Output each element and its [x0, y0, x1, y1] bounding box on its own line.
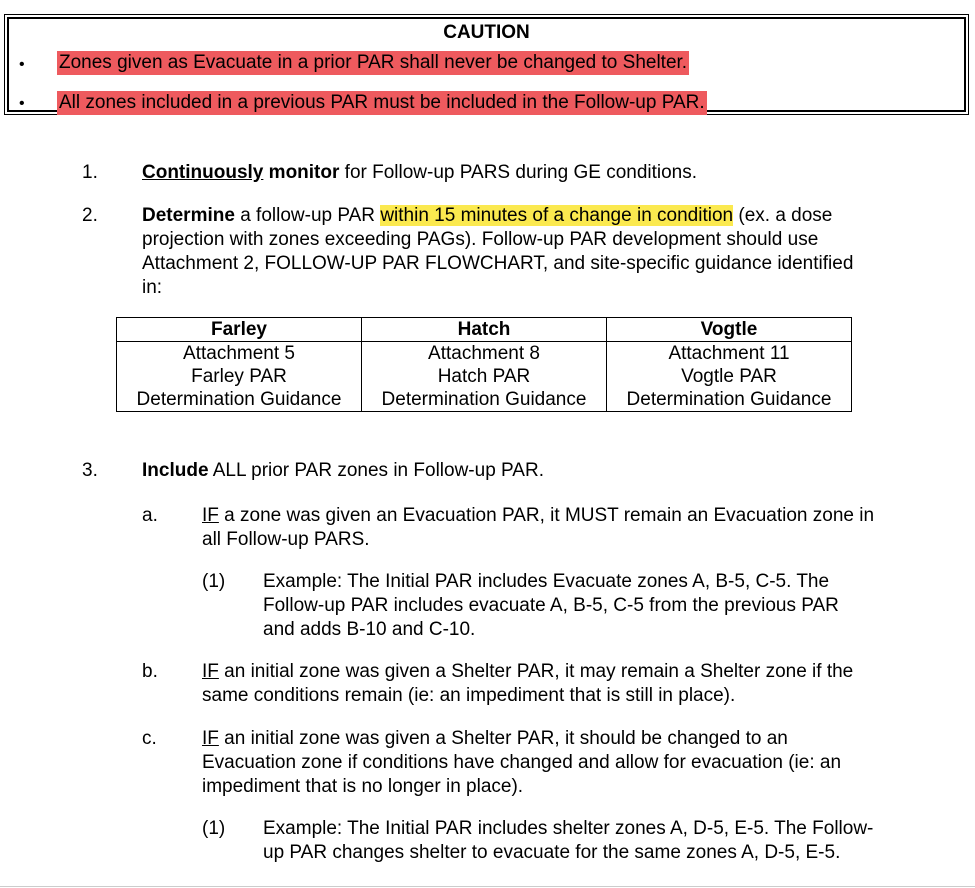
cell-line: Attachment 8	[428, 343, 540, 364]
cell-line: Determination Guidance	[381, 389, 587, 410]
table-cell-vogtle	[607, 342, 852, 412]
step-2-body-b: (ex. a dose projection with zones exceeding PAGs). Follow-up PAR development should use Attachment 2, FOLLOW-UP PAR FLOWCHART, and site-specific guidance identified in:	[142, 205, 854, 298]
site-guidance-table	[116, 317, 852, 412]
step-3a-example-label: (1)	[202, 571, 226, 592]
step-3b-text	[202, 660, 882, 708]
bullet-icon: •	[19, 95, 25, 112]
step-1-bold-underlined: Continuously	[142, 162, 264, 183]
step-3b-body: an initial zone was given a Shelter PAR, it may remain a Shelter zone if the same conditions remain (ie: an impediment that is still in place).	[202, 661, 854, 706]
caution-bullet-2: All zones included in a previous PAR must be included in the Follow-up PAR.	[59, 92, 705, 113]
bullet-icon: •	[19, 56, 25, 73]
cell-line: Determination Guidance	[626, 389, 832, 410]
step-3a-text	[202, 504, 882, 552]
cell-line: Farley PAR	[191, 366, 287, 387]
step-3-bold: Include	[142, 460, 209, 481]
table-header-farley: Farley	[117, 318, 362, 342]
page-bottom-edge	[0, 886, 975, 887]
step-3-body: ALL prior PAR zones in Follow-up PAR.	[208, 460, 544, 481]
step-3a-body: a zone was given an Evacuation PAR, it MUST remain an Evacuation zone in all Follow-up PARS.	[202, 505, 875, 550]
step-3c-example-label: (1)	[202, 818, 226, 839]
step-3c-text	[202, 727, 882, 799]
caution-inner-border	[7, 17, 966, 112]
step-1-bold: monitor	[268, 162, 340, 183]
step-3a-label: a.	[142, 505, 158, 526]
step-1-body: for Follow-up PARS during GE conditions.	[339, 162, 698, 183]
step-2-number: 2.	[82, 205, 98, 226]
step-3b-if: IF	[202, 661, 219, 682]
step-3c-body: an initial zone was given a Shelter PAR, it should be changed to an Evacuation zone if conditions have changed and allow for evacuation (ie: an impediment that is no longer in place).	[202, 728, 842, 797]
step-1-number: 1.	[82, 162, 98, 183]
cell-line: Hatch PAR	[437, 366, 531, 387]
step-3c-example-text: Example: The Initial PAR includes shelter zones A, D-5, E-5. The Follow-up PAR changes shelter to evacuate for the same zones A, D-5, E-5.	[263, 818, 874, 863]
caution-box	[4, 14, 969, 115]
table-header-vogtle: Vogtle	[607, 318, 852, 342]
caution-title: CAUTION	[443, 22, 530, 43]
step-2-body-a: a follow-up PAR	[234, 205, 381, 226]
step-3c-label: c.	[142, 728, 157, 749]
cell-line: Vogtle PAR	[681, 366, 777, 387]
cell-line: Attachment 11	[668, 343, 790, 364]
step-3-number: 3.	[82, 460, 98, 481]
table-header-hatch: Hatch	[362, 318, 607, 342]
step-2-text	[142, 204, 862, 300]
cell-line: Attachment 5	[183, 343, 295, 364]
table-cell-farley	[117, 342, 362, 412]
step-2-bold: Determine	[142, 205, 235, 226]
step-3a-example-text: Example: The Initial PAR includes Evacuate zones A, B-5, C-5. The Follow-up PAR includes evacuate A, B-5, C-5 from the previous PAR and adds B-10 and C-10.	[263, 571, 839, 640]
step-3c-if: IF	[202, 728, 219, 749]
step-3a-if: IF	[202, 505, 219, 526]
table-cell-hatch	[362, 342, 607, 412]
table-header-row	[117, 318, 852, 342]
table-row	[117, 342, 852, 412]
cell-line: Determination Guidance	[136, 389, 342, 410]
step-3-text	[142, 459, 862, 483]
step-1-text	[142, 161, 862, 185]
step-2-highlight: within 15 minutes of a change in condition	[380, 205, 734, 226]
step-3b-label: b.	[142, 661, 158, 682]
caution-bullet-1: Zones given as Evacuate in a prior PAR shall never be changed to Shelter.	[59, 52, 688, 73]
